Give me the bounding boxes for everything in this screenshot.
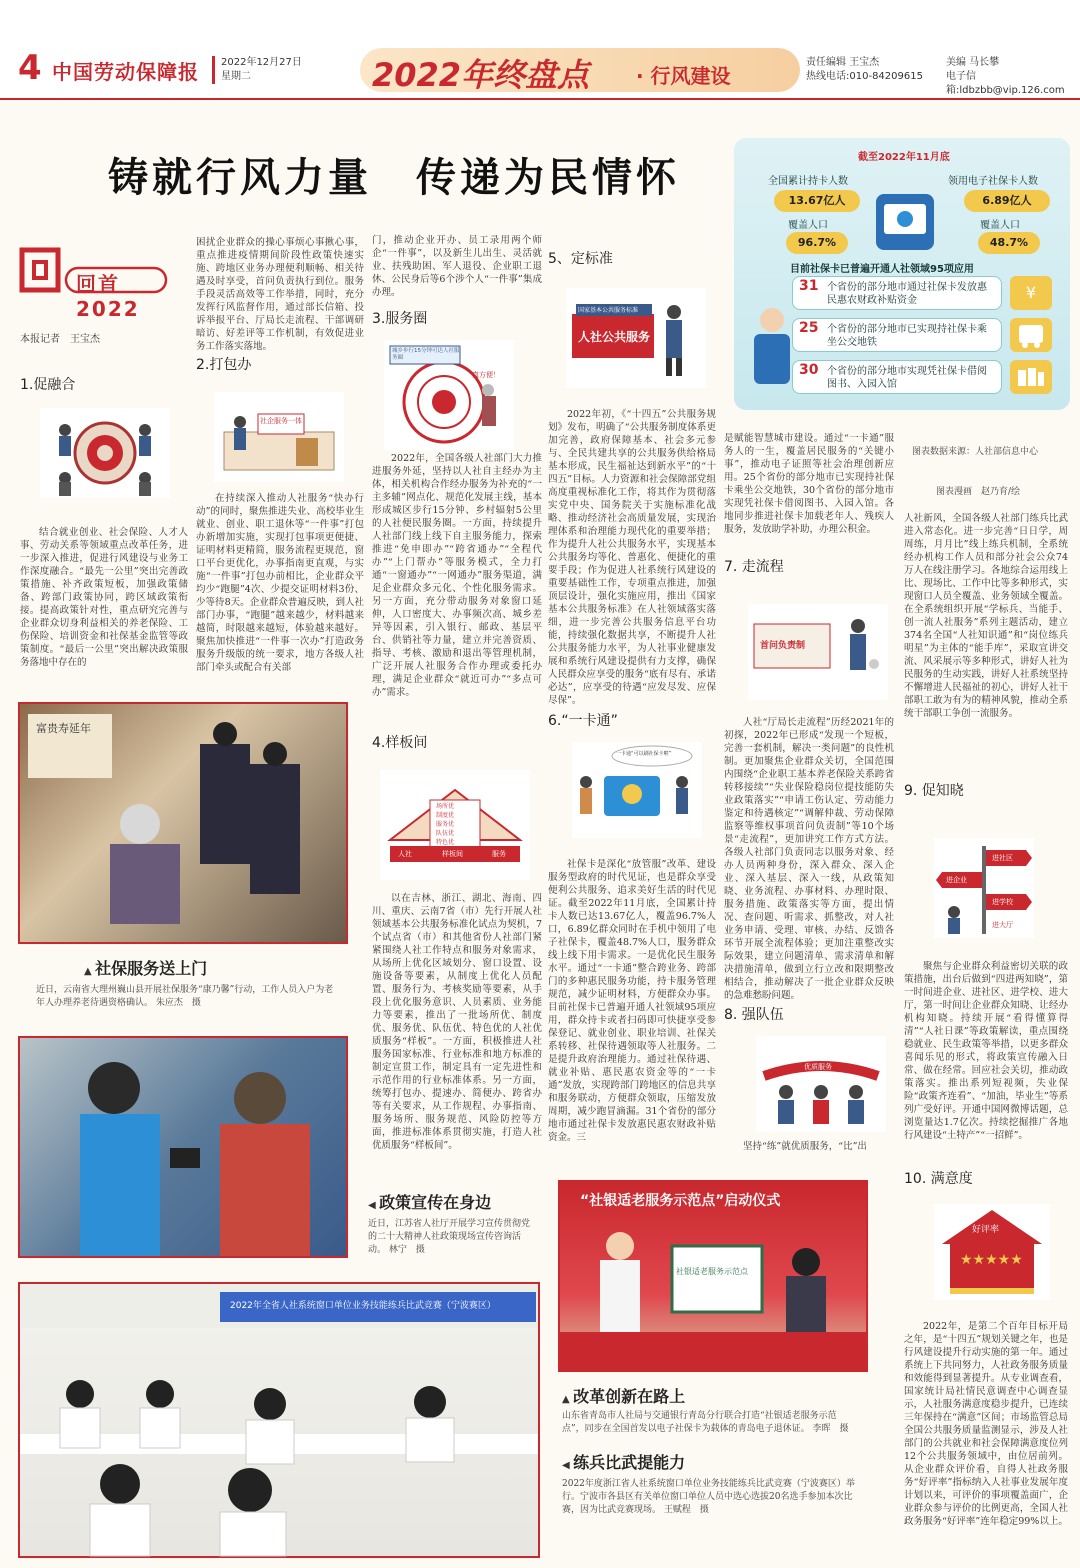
model-room-mid: 样板间 xyxy=(442,850,463,858)
triangle-icon: ▲ xyxy=(562,1394,574,1405)
model-room-right: 服务 xyxy=(492,850,506,858)
standards-sign: 人社公共服务 xyxy=(578,330,651,344)
triangle-left-icon: ◀ xyxy=(368,1200,380,1211)
masthead-pattern xyxy=(0,0,1080,46)
apps-line: 目前社保卡已普遍开通人社领域95项应用 xyxy=(790,264,974,275)
bullet-card-transit xyxy=(792,318,1002,352)
section-7-body: 人社“厅局长走流程”历经2021年的初探，2022年已形成“发现一个短板，完善一套机制，解决一类问题”的良性机制。更加聚焦企业群众关切，全国范围内围绕“企业职工基本养老保险关系跨省转移接续”“失业保险稳岗位提技能防失业政策落实”“申请工伤认定、劳动能力鉴定和待遇核定”“调解仲裁、劳动保障监察等维权事项首问负责制”等10个场景“走流程”，更加讲究工作方式方法。各级人社部门负责同志以服务对象、经办人员两种身份，深入群众、深入企业、深入基层、深入一线，从政策知晓、业务流程、办事材料、办理时限、服务措施、政策落实等方面，提出情况、查问题、听需求、抓整改，对人社业务申请、受理、审核、办结、反馈各环节开展全流程体验；更加注重整改实际效果，建立问题清单、需求清单和解决措施清单，做到立行立改和限期整改相结合，推动解决了一批企业群众反映的急难愁盼问题。 xyxy=(724,717,894,1001)
photo-1-caption xyxy=(36,984,336,1010)
photo-reform-innovation xyxy=(558,1180,868,1372)
photo-1-body: 近日，云南省大理州巍山县开展社保服务“康乃馨”行动，工作人员入户为老年人办理养老待遇资格确认。 xyxy=(36,985,334,1008)
section-5-heading: 5、定标准 xyxy=(548,251,613,267)
headline: 铸就行风力量 传递为民情怀 xyxy=(108,154,680,201)
illustration-awareness xyxy=(934,838,1034,938)
photo-4-banner: 2022年全省人社系统窗口单位业务技能练兵比武竞赛（宁波赛区） xyxy=(230,1301,496,1311)
photo-4-credit: 王赋程 摄 xyxy=(663,1505,709,1515)
calligraphy-scroll: 富贵寿延年 xyxy=(36,722,91,735)
section-7-heading: 7. 走流程 xyxy=(724,559,784,575)
illustration-package xyxy=(214,392,344,482)
photo-3-caption xyxy=(562,1410,858,1436)
illustration-model-room-labels xyxy=(436,802,476,847)
illustration-service-circle xyxy=(384,340,514,450)
infographic-drawing-credit: 图表漫画 赵乃育/绘 xyxy=(936,487,1021,497)
infographic-title: 截至2022年11月底 xyxy=(858,152,950,163)
star-rating-icon: ★★★★★ xyxy=(960,1252,1023,1268)
bullet-card-transit-number: 25 xyxy=(799,320,819,336)
illustration-standards xyxy=(566,288,706,388)
team-banner: 优质服务 xyxy=(804,1063,832,1071)
infographic-source: 图表数据来源：人社部信息中心 xyxy=(912,447,1039,457)
awareness-sign: 进社区 xyxy=(992,854,1013,862)
photo-3-body: 山东省青岛市人社局与交通银行青岛分行联合打造“社银适老服务示范点”，同步在全国首发以电子社保卡为载体的青岛电子退休证。 xyxy=(562,1411,837,1434)
section-9-heading: 9. 促知晓 xyxy=(904,783,964,799)
model-room-left: 人社 xyxy=(398,850,412,858)
photo-3-title: 改革创新在路上 xyxy=(573,1387,686,1406)
illustration-one-card xyxy=(572,742,702,838)
photo-4-body: 2022年度浙江省人社系统窗口单位业务技能练兵比武竞赛（宁波赛区）举行。宁波市各县区有关单位窗口单位人员中选心选拔20名选手参加本次比赛，因为比武竞赛现场。 xyxy=(562,1479,855,1515)
e-card-coverage-label: 覆盖人口 xyxy=(980,220,1020,231)
photo-3-banner: “社银适老服务示范点”启动仪式 xyxy=(580,1193,781,1209)
bullet-card-subsidy xyxy=(792,276,1002,310)
section-1-heading: 1.促融合 xyxy=(20,377,76,393)
social-security-card-infographic xyxy=(734,138,1070,410)
satisfaction-sign: 好评率 xyxy=(972,1225,1000,1235)
photo-2-credit: 林宁 摄 xyxy=(388,1245,425,1255)
hotline: 热线电话:010-84209615 xyxy=(806,71,923,82)
section-3-heading: 3.服务圈 xyxy=(372,311,428,327)
model-label: 队伍优 xyxy=(436,830,455,837)
section-4-body: 以在吉林、浙江、湖北、海南、四川、重庆、云南7省（市）先行开展人社领域基本公共服务标准化试点为契机，7个试点省（市）和其他省份人社部门紧紧围绕人社工作特点和服务对象需求，从场所上优化区域划分、窗口设置、设施设备等要素，从制度上优化人员配置、服务行为、考核奖励等要素，从手段上优化服务意识、人员素质、业务能力等要素，推出了一批场所优、制度优、服务优、队伍优、特色优的人社优质服务“样板”。一方面，积极推进人社服务国家标准、行业标准和地方标准的制定宣贯工作，制定具有一定先进性和示范作用的行业标准体系。另一方面，统筹打包办、提速办、简便办、跨省办等有关要求，从工作规程、办事指南、服务场所、服务规范、风险防控等方面，推进标准体系贯彻实施，打造人社优质服务“样板间”。 xyxy=(372,893,542,1151)
review-logo-text: 回首2022 xyxy=(76,272,140,321)
books-icon xyxy=(1010,360,1052,394)
triangle-icon: ▲ xyxy=(84,966,96,977)
illustration-package-sign: 社企服务一体 xyxy=(260,417,302,425)
illustration-model-room xyxy=(380,770,530,880)
banner-sub-title: · 行风建设 xyxy=(636,64,731,88)
photo-4-title: 练兵比武提能力 xyxy=(573,1453,686,1472)
photo-1-credit: 朱应杰 摄 xyxy=(155,998,201,1008)
photo-policy-promotion xyxy=(18,1036,348,1258)
section-6-heading: 6.“一卡通” xyxy=(548,713,618,729)
photo-2-caption xyxy=(368,1218,538,1257)
column-3-top-body: 门，推动企业开办、员工录用两个师企“一件事”，以及新生儿出生、灵活就业、扶残助困、军人退役、企业职工退休、公民身后等6个涉个人“一件事”集成办理。 xyxy=(372,235,542,298)
illustration-satisfaction xyxy=(934,1204,1050,1300)
e-card-value: 6.89亿人 xyxy=(964,190,1050,212)
email: 电子信箱:ldbzbb@vip.126.com xyxy=(946,71,1065,96)
bullet-card-library-text: 个省份的部分地市实现凭社保卡借阅图书、入园入馆 xyxy=(827,366,987,390)
bus-icon xyxy=(1010,318,1052,352)
column-5-top-body: 是赋能智慧城市建设。通过“一卡通”服务人的一生，覆盖居民服务的“关键小事”，推动电子证照等社会治理创新应用。25个省份的部分地市已实现持社保卡乘坐公交地铁，30个省份的部分地市实现凭社保卡借阅图书、入园入馆。各地同步推进社保卡加载老年人、残疾人服务，发放助学补助，办理公积金。 xyxy=(724,433,894,535)
photo-4-caption xyxy=(562,1478,858,1517)
photo-2-body: 近日，江苏省人社厅开展学习宣传贯彻党的二十大精神人社政策现场宣传咨询活动。 xyxy=(368,1219,531,1255)
awareness-sign: 进学校 xyxy=(992,898,1013,906)
illustration-service-circle-note: 真方便！ xyxy=(472,371,500,379)
section-1-body: 结合就业创业、社会保险、人才人事、劳动关系等领域重点改革任务，进一步深入推进，促进行风建设与业务工作深度融合。“最先一公里”突出完善政策措施、补齐政策短板，加强政策储备、跨部门政策协同，跨区域政策衔接。提高政策针对性，重点研究完善与企业群众切身利益相关的养老保险、工伤保险、培训资金和社保基金监管等政策制度。“最后一公里”突出解决政策服务落地中存在的 xyxy=(20,527,188,668)
section-5-body: 2022年初，《“十四五”公共服务规划》发布，明确了“公共服务制度体系更加完善，政府保障基本、社会多元参与、全民共建共享的公共服务供给格局基本形成，民生福祉达到新水平”的“十四五”目标。人力资源和社会保障部党组高度重视标准化工作，将其作为贯彻落实党中央、国务院关于实施标准化战略、推动经济社会高质量发展，实现治理体系和治理能力现代化的重要举措；作为提升人社公共服务水平，实现基本公共服务均等化、普惠化、便捷化的重要手段；作为促进人社系统行风建设的重要基础性工作，专项重点推进，加强顶层设计，强化实施应用，推出《国家基本公共服务标准》在人社领域落实落细，进一步完善公共服务信息平台功能，持续强化数据共享，不断提升人社公共服务能力水平，为人社事业健康发展和系统行风建设提供有力支撑，确保人民群众应享受的服务“底有尽有、承诺必达”，应享受的待遇“应发尽发、应保尽保”。 xyxy=(548,409,716,706)
phone-card-icon xyxy=(870,190,940,254)
illustration-service-circle-sign: 城乡步行15分钟可达人社服务圈 xyxy=(392,348,460,361)
bullet-card-subsidy-text: 个省份的部分地市通过社保卡发放惠民惠农财政补贴资金 xyxy=(827,282,987,306)
editor-info xyxy=(806,56,1076,98)
section-3-body: 2022年，全国各级人社部门大力推进服务外延，坚持以人社自主经办为主体，相关机构合作经办服务为补充的“一主多辅”网点化、规范化发展主线，基本形成城区步行15分钟、乡村辐射5公里的人社便民服务圈。一方面，持续提升人社部门线上线下自主服务能力，探索推进“免申即办”“跨省通办”“全程代办”“上门帮办”等服务模式，全力打通“一窗通办”“一网通办”服务渠道，满足企业群众多元化、个性化服务需求。另一方面，充分带动服务对象窗口延伸，人口密度大、办事频次高、城乡差异等因素，引入银行、邮政、基层平台、供销社等力量，建立并完善资质、指导、考核、激励和退出等管理机制，广泛开展人社服务合作办理或委托办理，满足企业群众“就近可办”“多点可办”需求。 xyxy=(372,453,542,698)
banner-main-title: 2022年终盘点 xyxy=(372,56,590,94)
bullet-card-subsidy-number: 31 xyxy=(799,278,819,294)
one-card-bubble: 一卡通“可以刷社保卡啦” xyxy=(616,751,672,757)
e-card-coverage-value: 48.7% xyxy=(978,232,1040,254)
awareness-sign: 进大厅 xyxy=(992,921,1013,929)
photo-4-caption-title xyxy=(562,1450,685,1473)
column-2-top-body: 困扰企业群众的操心事烦心事揪心事，重点推进疫情期间阶段性政策快速实施、跨地区业务办理便利顺畅、相关待遇及时享受，首问负责执行到位。服务手段灵活高效等工作举措，同时，充分发挥行风监督作用，通过部长信箱、投诉举报平台、厅局长走流程、干部调研暗访、好差评等工作机制，有效促进业务工作落实落地。 xyxy=(196,237,364,352)
card-holders-coverage-label: 覆盖人口 xyxy=(788,220,828,231)
e-card-label: 领用电子社保卡人数 xyxy=(948,176,1038,187)
issue-weekday: 星期二 xyxy=(221,71,251,82)
photo-3-plaque: 社银适老服务示范点 xyxy=(676,1267,748,1276)
photo-2-title: 政策宣传在身边 xyxy=(379,1193,492,1212)
photo-1-caption-title xyxy=(84,956,207,979)
section-4-heading: 4.样板间 xyxy=(372,735,428,751)
photo-1-title: 社保服务送上门 xyxy=(95,959,208,978)
awareness-sign: 进企业 xyxy=(946,876,967,884)
yuan-icon: ¥ xyxy=(1010,276,1052,310)
bullet-card-library xyxy=(792,360,1002,394)
section-6-body: 社保卡是深化“放管服”改革、建设服务型政府的时代见证，也是群众享受便利公共服务、追求美好生活的时代见证。截至2022年11月底，全国累计持卡人数已达13.67亿人，覆盖96.7%人口，6.89亿群众同时在手机中领用了电子社保卡，覆盖48.7%人口，服务群众线上线下用卡需求。一是优化民生服务水平。通过“一卡通”整合跨业务、跨部门的多种惠民服务功能，持卡服务管理规范，减少证明材料，方便群众办事。目前社保卡已普遍开通人社领域95项应用，群众持卡或者扫码即可快捷享受参保登记、就业创业、职业培训、社保关系转移、社保待遇领取等人社服务。二是提升政府治理能力。通过社保待遇、就业补贴、惠民惠农资金等的“一卡通”发放，实现跨部门跨地区的信息共享和服务联动，方便群众领取，压缩发放周期，减少跑冒滴漏。31个省份的部分地市通过社保卡发放惠民惠农财政补贴资金。三 xyxy=(548,859,716,1143)
paper-name: 中国劳动保障报 xyxy=(52,60,199,84)
section-10-body: 2022年，是第二个百年目标开局之年，是“十四五”规划关键之年，也是行风建设提升行动实施的第一年。通过系统上下共同努力，人社政务服务质量和效能得到显著提升。从专业调查看，国家统计局社情民意调查中心调查显示，人社服务满意度稳步提升，已连续三年保持在“满意”区间；市场监管总局全国公共服务质量监测显示，涉及人社部门的公共就业和社会保障满意度位列12个公共服务领域中，由位居前列。从企业群众评价看，自得人社政务服务“好评率”指标纳入人社事业发展年度计划以来，可评价的事项覆盖面广，企业群众参与评价的比例更高，全国人社政务服务“好评率”连年稳定99%以上。 xyxy=(904,1321,1068,1527)
card-holders-coverage-value: 96.7% xyxy=(786,232,848,254)
section-9-body: 聚焦与企业群众利益密切关联的政策措施，出台后做到“四进两知晓”，第一时间进企业、进社区、进学校、进大厅，第一时间让企业群众知晓、让经办机构知晓。持续开展“看得懂算得清”“人社日课”等政策解读，重点围绕稳就业、民生政策等举措，以更多群众喜闻乐见的形式，将政策宣传融入日常、做在经常。回应社会关切，推动政策落实。推出系列短视频，失业保险“政策齐连看”、“加油，毕业生”等系列广受好评。开通中国网微博话题，总浏览量达1.7亿次。持续挖掘推广各地行风建设“土特产”“一招鲜”。 xyxy=(904,961,1068,1141)
section-10-heading: 10. 满意度 xyxy=(904,1171,973,1187)
card-holders-value: 13.67亿人 xyxy=(774,190,860,212)
process-sign: 首问负责制 xyxy=(760,641,806,651)
bullet-card-library-number: 30 xyxy=(799,362,819,378)
triangle-left-icon: ◀ xyxy=(562,1460,574,1471)
model-label: 制度优 xyxy=(436,812,455,819)
photo-3-caption-title xyxy=(562,1384,685,1407)
photo-skills-contest xyxy=(18,1282,540,1558)
photo-2-caption-title xyxy=(368,1190,491,1213)
section-8-body: 坚持“练”就优质服务，“比”出 xyxy=(743,1141,867,1152)
model-label: 特色优 xyxy=(436,839,455,846)
date-block xyxy=(212,56,302,84)
model-label: 服务优 xyxy=(436,821,455,828)
column-6-top-body: 人社新风，全国各级人社部门练兵比武进入常态化。进一步完善“日日学，周周练，月月比”线上练兵机制，全系统经办机构工作人员和部分社会公众74万人在线注册学习。各地综合运用线上比、现场比、工作中比等多种形式，实现窗口人员全覆盖、业务领域全覆盖。在全系统组织开展“学标兵、当能手、创一流人社服务”系列主题活动，建立374名全国“人社知识通”和“岗位练兵明星”为主体的“能手库”，采取宣讲交流、风采展示等多种形式，讲好人社为民服务的生动实践，讲好人社系统坚持不懈增进人民福祉的初心，讲好人社干部职工敢为有为的精神风貌，推动全系统干部职工争创一流服务。 xyxy=(904,513,1068,719)
editor: 责任编辑 王宝杰 xyxy=(806,57,880,68)
section-2-body: 在持续深入推动人社服务“快办行动”的同时，聚焦推进失业、高校毕业生就业、创业、职工退休等“一件事”打包办新增加实施，实现打包事项更便捷、证明材料更精简，服务流程更规范，窗口平台更优化，办事指南更直观，与实施“一件事”打包办前相比，企业群众平均少“跑腿”4次、少提交证明材料3份、少等待8天。企业群众普遍反映，到人社部门办事，“跑腿”越来越少，材料越来越简，时限越来越短，体验越来越好。聚焦加快推进“一件事一次办”打造政务服务升级版的统一要求，地方各级人社部门牵头或配合有关部 xyxy=(196,493,364,673)
bullet-card-transit-text: 个省份的部分地市已实现持社保卡乘坐公交地铁 xyxy=(827,324,987,348)
illustration-process xyxy=(748,604,888,700)
review-2022-logo xyxy=(20,246,170,321)
illustration-team xyxy=(756,1036,886,1132)
card-holders-label: 全国累计持卡人数 xyxy=(768,176,848,187)
illustration-cooperation xyxy=(40,408,170,498)
photo-home-service xyxy=(18,702,348,944)
section-2-heading: 2.打包办 xyxy=(196,357,252,373)
page-number: 4 xyxy=(18,48,42,88)
model-label: 场所优 xyxy=(436,803,455,810)
issue-date: 2022年12月27日 xyxy=(221,57,302,68)
photo-3-credit: 李晖 摄 xyxy=(812,1424,849,1434)
byline: 本报记者 王宝杰 xyxy=(20,334,100,345)
section-8-heading: 8. 强队伍 xyxy=(724,1007,784,1023)
designer: 美编 马长攀 xyxy=(946,57,1000,68)
standards-board: 国家基本公共服务标准 xyxy=(578,307,639,314)
